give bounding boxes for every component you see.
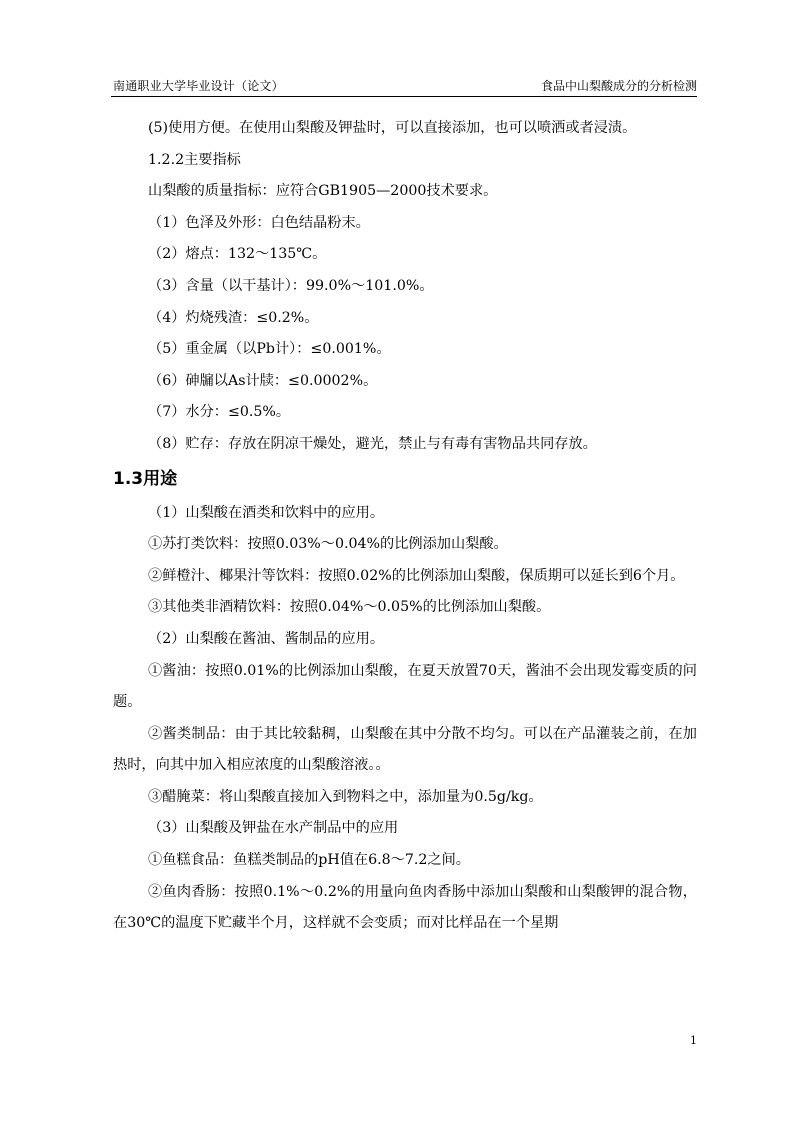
list-item: ①鱼糕食品：鱼糕类制品的pH值在6.8～7.2之间。 bbox=[148, 852, 470, 869]
list-item: ①苏打类饮料：按照0.03%～0.04%的比例添加山梨酸。 bbox=[148, 536, 508, 553]
list-item: ③其他类非酒精饮料：按照0.04%～0.05%的比例添加山梨酸。 bbox=[148, 599, 551, 616]
list-item: ③醋腌菜：将山梨酸直接加入到物料之中，添加量为0.5g/kg。 bbox=[148, 788, 543, 805]
list-item: （5）重金属（以Pb计）：≤0.001%。 bbox=[148, 341, 391, 358]
list-item: （3）山梨酸及钾盐在水产制品中的应用 bbox=[148, 820, 399, 837]
list-item: （3）含量（以干基计）：99.0%～101.0%。 bbox=[148, 277, 434, 294]
paragraph: 山梨酸的质量指标：应符合GB1905—2000技术要求。 bbox=[148, 183, 498, 200]
list-item: （2）熔点：132～135℃。 bbox=[148, 246, 327, 263]
subsection-heading: 1.2.2主要指标 bbox=[148, 151, 241, 168]
list-item: （8）贮存：存放在阴凉干燥处，避光，禁止与有毒有害物品共同存放。 bbox=[148, 435, 597, 452]
list-item: ①酱油：按照0.01%的比例添加山梨酸，在夏天放置70天，酱油不会出现发霉变质的问题。 bbox=[113, 662, 697, 711]
page-header-left: 南通职业大学毕业设计（论文） bbox=[113, 79, 284, 93]
list-item: （4）灼烧残渣：≤0.2%。 bbox=[148, 309, 319, 326]
page-number: 1 bbox=[690, 1034, 697, 1047]
list-item: （1）山梨酸在酒类和饮料中的应用。 bbox=[148, 504, 385, 521]
list-item: ②酱类制品：由于其比较黏稠，山梨酸在其中分散不均匀。可以在产品灌装之前，在加热时，向其中加入相应浓度的山梨酸溶液。。 bbox=[113, 725, 697, 774]
list-item: （1）色泽及外形：白色结晶粉末。 bbox=[148, 214, 370, 231]
list-item: ②鱼肉香肠：按照0.1%～0.2%的用量向鱼肉香肠中添加山梨酸和山梨酸钾的混合物，在30℃的温度下贮藏半个月，这样就不会变质；而对比样品在一个星期 bbox=[113, 883, 697, 932]
paragraph: (5)使用方便。在使用山梨酸及钾盐时，可以直接添加，也可以喷洒或者浸渍。 bbox=[148, 120, 637, 136]
header-divider bbox=[111, 96, 697, 97]
page-header-right: 食品中山梨酸成分的分析检测 bbox=[540, 79, 697, 93]
list-item: （6）砷牖以As计牍：≤0.0002%。 bbox=[148, 372, 378, 389]
list-item: ②鲜橙汁、椰果汁等饮料：按照0.02%的比例添加山梨酸，保质期可以延长到6个月。 bbox=[148, 567, 685, 584]
document-body bbox=[113, 113, 697, 940]
list-item: （7）水分：≤0.5%。 bbox=[148, 404, 291, 421]
list-item: （2）山梨酸在酱油、酱制品的应用。 bbox=[148, 630, 385, 647]
section-heading: 1.3用途 bbox=[113, 468, 178, 489]
